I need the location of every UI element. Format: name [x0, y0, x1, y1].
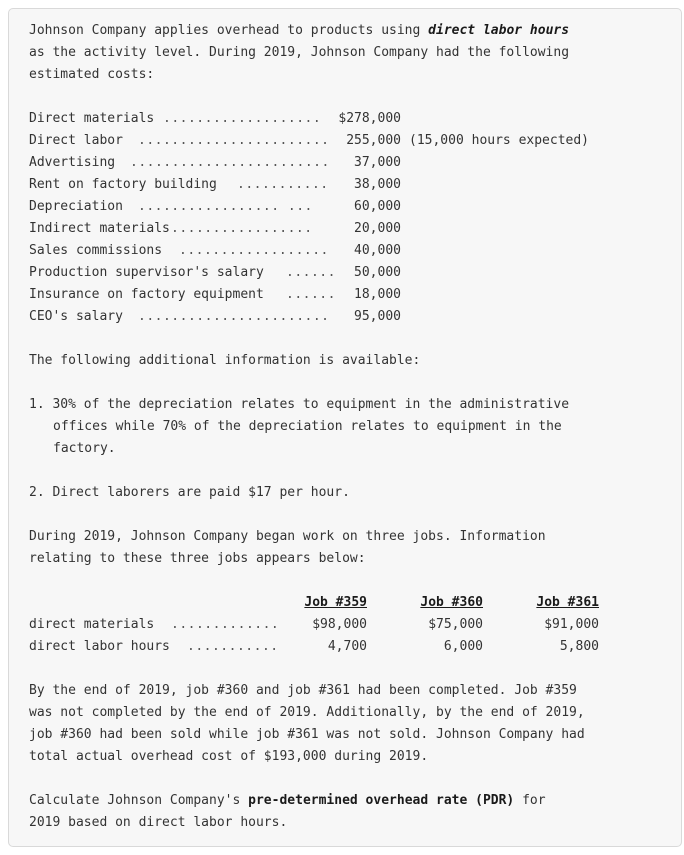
intro-line-1 [29, 20, 569, 42]
question-card [8, 8, 682, 847]
leader-dots: .................. [179, 243, 329, 258]
jobs-cell: 4,700 [327, 639, 367, 654]
leader-dots: ................. [171, 221, 313, 236]
completion-line-4: total actual overhead cost of $193,000 during 2019. [29, 749, 429, 764]
jobs-cell: $91,000 [544, 617, 599, 632]
cost-label: Direct materials [29, 111, 155, 126]
intro-line-2: as the activity level. During 2019, Johnson Company had the following [29, 45, 570, 60]
cost-value: 38,000 [354, 177, 401, 192]
cost-label: Depreciation [29, 199, 123, 214]
leader-dots: ...... [286, 265, 336, 280]
cost-value: 40,000 [354, 243, 401, 258]
completion-line-1: By the end of 2019, job #360 and job #361 had been completed. Job #359 [29, 683, 577, 698]
additional-info-heading: The following additional information is available: [29, 353, 421, 368]
cost-label: Direct labor [29, 133, 123, 148]
jobs-cell: 5,800 [559, 639, 599, 654]
leader-dots: ........................ [130, 155, 330, 170]
jobs-cell: $75,000 [428, 617, 483, 632]
completion-line-2: was not completed by the end of 2019. Additionally, by the end of 2019, [29, 705, 585, 720]
cost-label: CEO's salary [29, 309, 123, 324]
leader-dots: ....................... [138, 309, 330, 324]
question-line-1 [29, 790, 546, 812]
cost-label: Indirect materials [29, 221, 170, 236]
job-header: Job #361 [536, 595, 599, 610]
jobs-intro-line-1: During 2019, Johnson Company began work on three jobs. Information [29, 529, 546, 544]
leader-dots: ........... [237, 177, 329, 192]
cost-value: 50,000 [354, 265, 401, 280]
leader-dots: ................. ... [138, 199, 313, 214]
cost-value: 37,000 [354, 155, 401, 170]
cost-value: 18,000 [354, 287, 401, 302]
jobs-intro-line-2: relating to these three jobs appears below: [29, 551, 366, 566]
job-header: Job #360 [420, 595, 483, 610]
jobs-row-label: direct materials [29, 617, 155, 632]
info-item-line: 1. 30% of the depreciation relates to equipment in the administrative [29, 397, 570, 412]
cost-label: Advertising [29, 155, 116, 170]
emphasis-pdr: pre-determined overhead rate (PDR) [248, 793, 515, 808]
info-item-2: 2. Direct laborers are paid $17 per hour. [29, 485, 350, 500]
info-item-line: factory. [53, 441, 116, 456]
cost-label: Sales commissions [29, 243, 163, 258]
leader-dots: ........... [187, 639, 279, 654]
question-text: Calculate Johnson Company's [29, 793, 249, 808]
cost-value: 20,000 [354, 221, 401, 236]
emphasis-direct-labor-hours: direct labor hours [428, 23, 570, 38]
leader-dots: ................... [163, 111, 322, 126]
cost-label: Production supervisor's salary [29, 265, 264, 280]
question-line-2: 2019 based on direct labor hours. [29, 815, 288, 830]
jobs-row-label: direct labor hours [29, 639, 170, 654]
cost-value: 255,000 [346, 133, 401, 148]
completion-line-3: job #360 had been sold while job #361 was not sold. Johnson Company had [29, 727, 585, 742]
info-item-line: offices while 70% of the depreciation relates to equipment in the [53, 419, 562, 434]
job-header: Job #359 [304, 595, 367, 610]
jobs-cell: 6,000 [443, 639, 483, 654]
intro-text: Johnson Company applies overhead to products using [29, 23, 429, 38]
cost-label: Insurance on factory equipment [29, 287, 264, 302]
jobs-cell: $98,000 [312, 617, 367, 632]
cost-value: 95,000 [354, 309, 401, 324]
cost-label: Rent on factory building [29, 177, 217, 192]
question-text: for [514, 793, 546, 808]
cost-note: (15,000 hours expected) [409, 133, 590, 148]
cost-value: 60,000 [354, 199, 401, 214]
leader-dots: ...... [286, 287, 336, 302]
cost-value: $278,000 [338, 111, 401, 126]
leader-dots: ............. [171, 617, 280, 632]
intro-line-3: estimated costs: [29, 67, 155, 82]
leader-dots: ....................... [138, 133, 330, 148]
